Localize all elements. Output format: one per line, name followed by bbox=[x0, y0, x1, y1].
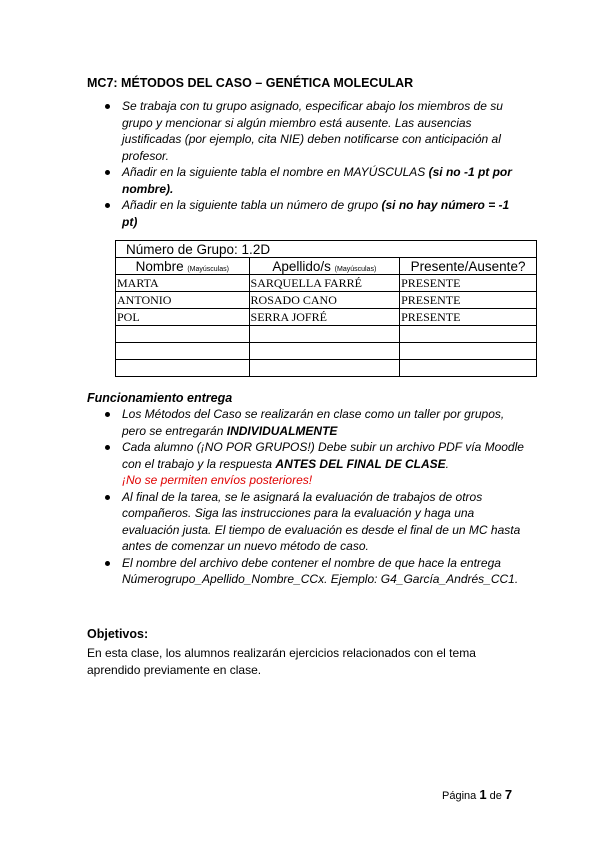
cell-nombre bbox=[116, 360, 250, 377]
cell-estado: PRESENTE bbox=[400, 309, 537, 326]
table-row bbox=[116, 343, 537, 360]
column-header-presente: Presente/Ausente? bbox=[400, 258, 537, 275]
funcionamiento-list bbox=[104, 406, 524, 588]
cell-apellido: SARQUELLA FARRÉ bbox=[249, 275, 400, 292]
section-heading-objetivos: Objetivos: bbox=[87, 627, 149, 641]
cell-nombre: POL bbox=[116, 309, 250, 326]
cell-apellido bbox=[249, 343, 400, 360]
instruction-item: Se trabaja con tu grupo asignado, especificar abajo los miembros de su grupo y mencionar si algún miembro está ausente. Las ausencias justificadas (por ejemplo, cita NIE) deben notificarse con anticipación al profesor. bbox=[104, 98, 524, 164]
cell-nombre: MARTA bbox=[116, 275, 250, 292]
objetivos-text: En esta clase, los alumnos realizarán ejercicios relacionados con el tema aprendido previamente en clase. bbox=[87, 646, 476, 677]
cell-estado bbox=[400, 343, 537, 360]
section-heading-funcionamiento: Funcionamiento entrega bbox=[87, 391, 233, 405]
instructions-list bbox=[104, 98, 524, 230]
cell-apellido bbox=[249, 326, 400, 343]
table-row bbox=[116, 326, 537, 343]
instruction-item: Añadir en la siguiente tabla el nombre en MAYÚSCULAS (si no -1 pt por nombre). bbox=[104, 164, 524, 197]
instruction-item: Añadir en la siguiente tabla un número de grupo (si no hay número = -1 pt) bbox=[104, 197, 524, 230]
group-number-cell: Número de Grupo: 1.2D bbox=[116, 241, 537, 258]
column-header-nombre: Nombre (Mayúsculas) bbox=[116, 258, 250, 275]
table-row bbox=[116, 275, 537, 292]
cell-nombre bbox=[116, 326, 250, 343]
list-item: Los Métodos del Caso se realizarán en clase como un taller por grupos, pero se entregarán INDIVIDUALMENTE bbox=[104, 406, 524, 439]
table-row bbox=[116, 309, 537, 326]
cell-apellido: ROSADO CANO bbox=[249, 292, 400, 309]
cell-nombre bbox=[116, 343, 250, 360]
cell-apellido: SERRA JOFRÉ bbox=[249, 309, 400, 326]
warning-text: ¡No se permiten envíos posteriores! bbox=[122, 473, 313, 487]
cell-estado bbox=[400, 360, 537, 377]
table-row bbox=[116, 360, 537, 377]
cell-estado bbox=[400, 326, 537, 343]
list-item: Al final de la tarea, se le asignará la evaluación de trabajos de otros compañeros. Siga las instrucciones para la evaluación y haga una evaluación justa. El tiempo de evaluación es desde el final de un MC hasta antes de comenzar un nuevo método de caso. bbox=[104, 489, 524, 555]
cell-nombre: ANTONIO bbox=[116, 292, 250, 309]
page-title: MC7: MÉTODOS DEL CASO – GENÉTICA MOLECULAR bbox=[87, 76, 414, 90]
list-item: El nombre del archivo debe contener el nombre de que hace la entrega Númerogrupo_Apellido_Nombre_CCx. Ejemplo: G4_García_Andrés_CC1. bbox=[104, 555, 524, 588]
cell-estado: PRESENTE bbox=[400, 292, 537, 309]
page-number: Página 1 de 7 bbox=[442, 787, 513, 802]
group-table bbox=[115, 240, 537, 377]
cell-apellido bbox=[249, 360, 400, 377]
column-header-apellido: Apellido/s (Mayúsculas) bbox=[249, 258, 400, 275]
table-row bbox=[116, 292, 537, 309]
list-item: Cada alumno (¡NO POR GRUPOS!) Debe subir un archivo PDF vía Moodle con el trabajo y la respuesta ANTES DEL FINAL DE CLASE. ¡No se permiten envíos posteriores! bbox=[104, 439, 524, 489]
cell-estado: PRESENTE bbox=[400, 275, 537, 292]
